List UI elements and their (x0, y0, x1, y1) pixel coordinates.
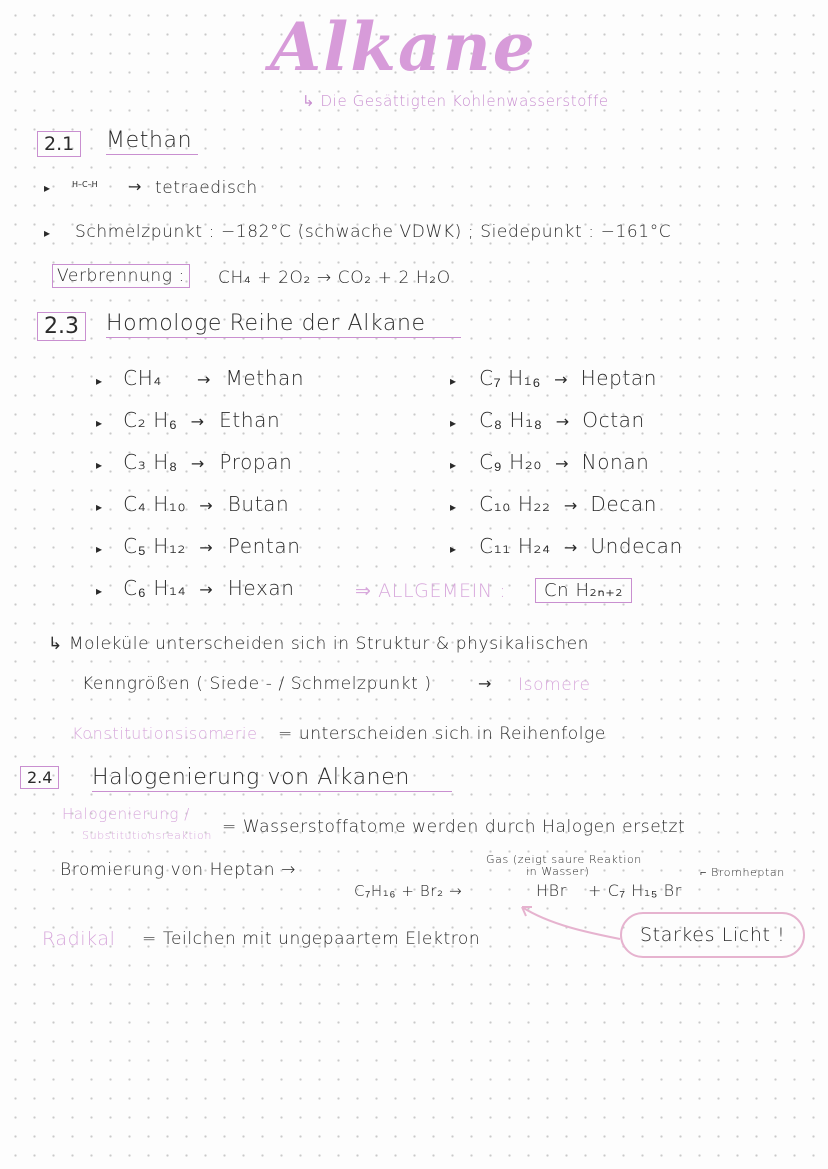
bullet-icon: ▸ (450, 374, 457, 388)
isomer-note-line-1: ↳ Moleküle unterscheiden sich in Struktur & physikalischen (48, 634, 590, 654)
homolog-left-column (96, 366, 304, 618)
section-heading-methan: Methan (106, 128, 198, 155)
bullet-icon: ▸ (96, 500, 103, 514)
arrow-icon: → (199, 580, 213, 599)
combustion-equation: CH₄ + 2O₂ → CO₂ + 2 H₂O (218, 268, 451, 288)
arrow-icon: → (554, 370, 568, 389)
arrow-icon: → (555, 454, 569, 473)
halogenierung-term: Halogenierung / (62, 805, 190, 823)
section-number-2-3: 2.3 (37, 312, 86, 341)
alkane-formula: C₉ H₂₀ (479, 450, 543, 474)
section-heading-halogenierung: Halogenierung von Alkanen (92, 765, 452, 792)
arrow-icon: → (563, 538, 578, 557)
alkane-name: Octan (582, 408, 645, 432)
bullet-icon: ▸ (96, 542, 103, 556)
arrow-icon: → (199, 538, 213, 557)
bullet-icon: ▸ (450, 542, 457, 556)
general-formula-label: ⇒ ALLGEMEIN : (355, 580, 507, 602)
alkane-name: Hexan (227, 576, 295, 600)
alkane-formula: C₅ H₁₂ (123, 534, 187, 558)
arrow-icon: → (563, 496, 578, 515)
gas-note-line-2: in Wasser) (526, 865, 590, 878)
section-heading-homologe-reihe: Homologe Reihe der Alkane (106, 311, 461, 338)
alkane-name: Decan (590, 492, 657, 516)
methane-properties: Schmelzpunkt : −182°C (schwache VDWK) ; Siedepunkt : −161°C (75, 222, 672, 242)
combustion-label: Verbrennung : (52, 264, 190, 288)
methane-structure-glyph: H–C–H (72, 180, 98, 189)
arrow-icon: → (478, 674, 492, 693)
alkane-formula: C₈ H₁₈ (479, 408, 543, 432)
bromierung-label: Bromierung von Heptan → (60, 860, 297, 880)
alkane-name: Ethan (219, 408, 281, 432)
alkane-formula: CH₄ (123, 366, 162, 390)
page-subtitle: ↳ Die Gesättigten Kohlenwasserstoffe (302, 92, 609, 110)
alkane-name: Undecan (590, 534, 683, 558)
arrow-icon: → (199, 496, 213, 515)
alkane-formula: C₇ H₁₆ (479, 366, 542, 390)
alkane-formula: C₂ H₆ (123, 408, 178, 432)
bullet-icon: ▸ (450, 416, 457, 430)
alkane-formula: C₃ H₈ (123, 450, 178, 474)
alkane-name: Methan (225, 366, 305, 390)
alkane-name: Butan (227, 492, 290, 516)
alkane-formula: C₁₀ H₂₂ (479, 492, 551, 516)
section-number-2-1: 2.1 (37, 131, 81, 157)
arrow-icon: → (190, 454, 205, 473)
bullet-icon: ▸ (96, 584, 103, 598)
substitutionsreaktion-term: Substitutionsreaktion (82, 829, 212, 842)
arrow-icon: → (197, 370, 211, 389)
arrow-icon: → (128, 177, 142, 196)
radikal-definition: = Teilchen mit ungepaartem Elektron (142, 929, 481, 949)
bullet-icon: ▸ (96, 416, 103, 430)
gas-note: Gas (zeigt saure Reaktion (486, 853, 642, 866)
isomer-note-line-2: Kenngrößen ( Siede - / Schmelzpunkt ) (82, 674, 432, 694)
bromierung-equation-left: C₇H₁₆ + Br₂ → (354, 882, 463, 900)
homolog-right-column (450, 366, 683, 576)
bullet-icon: ▸ (44, 226, 51, 240)
structure-text: tetraedisch (155, 178, 258, 198)
alkane-formula: C₄ H₁₀ (123, 492, 187, 516)
section-number-2-4: 2.4 (20, 766, 59, 789)
alkane-formula: C₁₁ H₂₄ (479, 534, 551, 558)
general-formula: Cn H₂ₙ₊₂ (535, 578, 632, 603)
bullet-icon: ▸ (96, 458, 103, 472)
arrow-icon: → (190, 412, 205, 431)
starkes-licht-cloud: Starkes Licht ! (620, 912, 805, 958)
page-title: Alkane (270, 8, 537, 86)
bromheptan-label: ⌐ Bromheptan (700, 866, 785, 879)
pink-arrow-to-hbr (510, 895, 630, 945)
bullet-icon: ▸ (450, 500, 457, 514)
radikal-term: Radikal (42, 928, 116, 950)
konstitutionsisomerie-term: Konstitutionsisomerie (72, 724, 258, 743)
bullet-icon: ▸ (450, 458, 457, 472)
alkane-formula: C₆ H₁₄ (123, 576, 187, 600)
hbr-product: HBr (536, 881, 567, 900)
bullet-icon: ▸ (44, 181, 51, 195)
alkane-name: Pentan (227, 534, 301, 558)
isomere-term: Isomere (518, 675, 591, 695)
bromierung-equation-right: + C₇ H₁₅ Br (588, 881, 682, 900)
alkane-name: Heptan (580, 366, 658, 390)
bullet-icon: ▸ (96, 374, 103, 388)
konstitutionsisomerie-definition: = unterscheiden sich in Reihenfolge (278, 724, 606, 744)
alkane-name: Propan (219, 450, 293, 474)
halogenierung-definition: = Wasserstoffatome werden durch Halogen ersetzt (222, 817, 686, 837)
alkane-name: Nonan (581, 450, 650, 474)
arrow-icon: → (555, 412, 570, 431)
